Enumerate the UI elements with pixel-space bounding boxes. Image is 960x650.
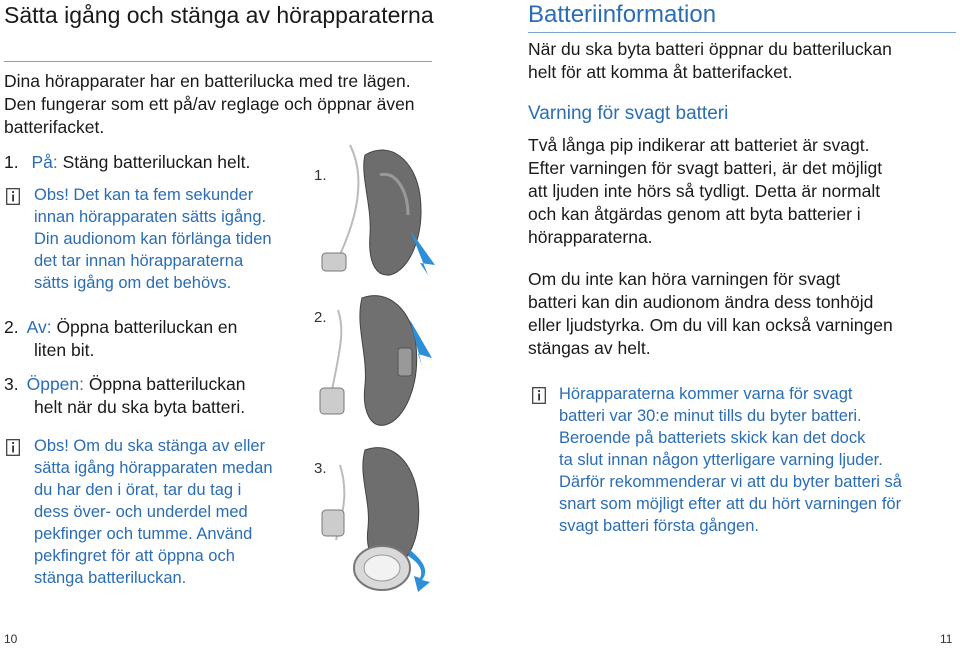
hearing-aid-image-2 bbox=[310, 290, 445, 440]
note-2-line: sätta igång hörapparaten medan bbox=[34, 459, 273, 477]
note-line: Därför rekommenderar vi att du byter batteri så bbox=[559, 473, 902, 491]
note-line: svagt batteri första gången. bbox=[559, 517, 759, 535]
step-1-lead: På: bbox=[31, 152, 58, 172]
step-2 bbox=[4, 316, 304, 362]
step-3-text-cont: helt när du ska byta batteri. bbox=[34, 397, 246, 417]
left-intro: Dina hörapparater har en batterilucka med tre lägen. Den fungerar som ett på/av reglage och öppnar även batterifacket. bbox=[4, 71, 415, 137]
left-page-number: 10 bbox=[4, 632, 18, 646]
note-line: snart som möjligt efter att du hört varningen för bbox=[559, 495, 902, 513]
left-page-title: Sätta igång och stänga av hörapparaterna bbox=[4, 2, 434, 28]
right-title-rule bbox=[528, 32, 956, 33]
note-icon bbox=[6, 439, 20, 456]
step-2-text: Öppna batteriluckan en bbox=[51, 317, 238, 337]
right-page-title: Batteriinformation bbox=[528, 1, 717, 28]
hearing-aid-image-3 bbox=[310, 440, 445, 600]
note-2-line: du har den i örat, tar du tag i bbox=[34, 481, 242, 499]
note-line: batteri var 30:e minut tills du byter batteri. bbox=[559, 407, 862, 425]
note-2-line: dess över- och underdel med bbox=[34, 503, 248, 521]
step-2-number: 2. bbox=[4, 317, 19, 337]
note-line: Beroende på batteriets skick kan det dock bbox=[559, 429, 866, 447]
note-icon bbox=[532, 387, 546, 404]
note-2-line: pekfingret för att öppna och bbox=[34, 547, 235, 565]
note-2-line: pekfinger och tumme. Använd bbox=[34, 525, 253, 543]
hearing-aid-image-1 bbox=[310, 135, 445, 285]
note-1 bbox=[34, 184, 304, 294]
step-3-lead: Öppen: bbox=[26, 374, 85, 394]
note-icon bbox=[6, 188, 20, 205]
note-2-line: stänga batteriluckan. bbox=[34, 569, 187, 587]
paragraph-line: och kan åtgärdas genom att byta batterier i bbox=[528, 204, 861, 224]
paragraph-line: Efter varningen för svagt batteri, är det möjligt bbox=[528, 158, 883, 178]
step-2-lead: Av: bbox=[26, 317, 52, 337]
paragraph-line: hörapparaterna. bbox=[528, 227, 653, 247]
step-3-text: Öppna batteriluckan bbox=[84, 374, 246, 394]
right-page-number: 11 bbox=[940, 632, 953, 646]
right-subtitle: Varning för svagt batteri bbox=[528, 103, 729, 124]
note-1-line: Obs! Det kan ta fem sekunder bbox=[34, 186, 254, 204]
paragraph-line: eller ljudstyrka. Om du vill kan också varningen bbox=[528, 315, 893, 335]
paragraph-line: stängas av helt. bbox=[528, 338, 651, 358]
right-note bbox=[559, 383, 959, 537]
right-intro-line: När du ska byta batteri öppnar du batteriluckan bbox=[528, 39, 892, 59]
note-2-line: Obs! Om du ska stänga av eller bbox=[34, 437, 266, 455]
step-3 bbox=[4, 373, 304, 419]
paragraph-line: Om du inte kan höra varningen för svagt bbox=[528, 269, 841, 289]
paragraph-line: batteri kan din audionom ändra dess tonhöjd bbox=[528, 292, 874, 312]
step-3-number: 3. bbox=[4, 374, 19, 394]
left-title-rule bbox=[4, 61, 432, 62]
note-1-line: sätts igång om det behövs. bbox=[34, 274, 232, 292]
right-intro-line: helt för att komma åt batterifacket. bbox=[528, 62, 793, 82]
note-1-line: innan hörapparaten sätts igång. bbox=[34, 208, 267, 226]
step-1 bbox=[4, 151, 304, 174]
image-1-label: 1. bbox=[314, 167, 327, 184]
right-paragraph-1 bbox=[528, 134, 958, 249]
paragraph-line: Två långa pip indikerar att batteriet är svagt. bbox=[528, 135, 870, 155]
step-1-number: 1. bbox=[4, 152, 19, 172]
step-1-text: Stäng batteriluckan helt. bbox=[57, 152, 251, 172]
paragraph-line: att ljuden inte hörs så tydligt. Detta är normalt bbox=[528, 181, 881, 201]
note-line: Hörapparaterna kommer varna för svagt bbox=[559, 385, 853, 403]
right-intro bbox=[528, 38, 958, 84]
note-1-line: Din audionom kan förlänga tiden bbox=[34, 230, 272, 248]
note-line: ta slut innan någon ytterligare varning ljuder. bbox=[559, 451, 883, 469]
image-2-label: 2. bbox=[314, 309, 327, 326]
note-2 bbox=[34, 435, 304, 589]
right-paragraph-2 bbox=[528, 268, 958, 360]
note-1-line: det tar innan hörapparaterna bbox=[34, 252, 244, 270]
image-3-label: 3. bbox=[314, 460, 327, 477]
step-2-text-cont: liten bit. bbox=[34, 340, 95, 360]
